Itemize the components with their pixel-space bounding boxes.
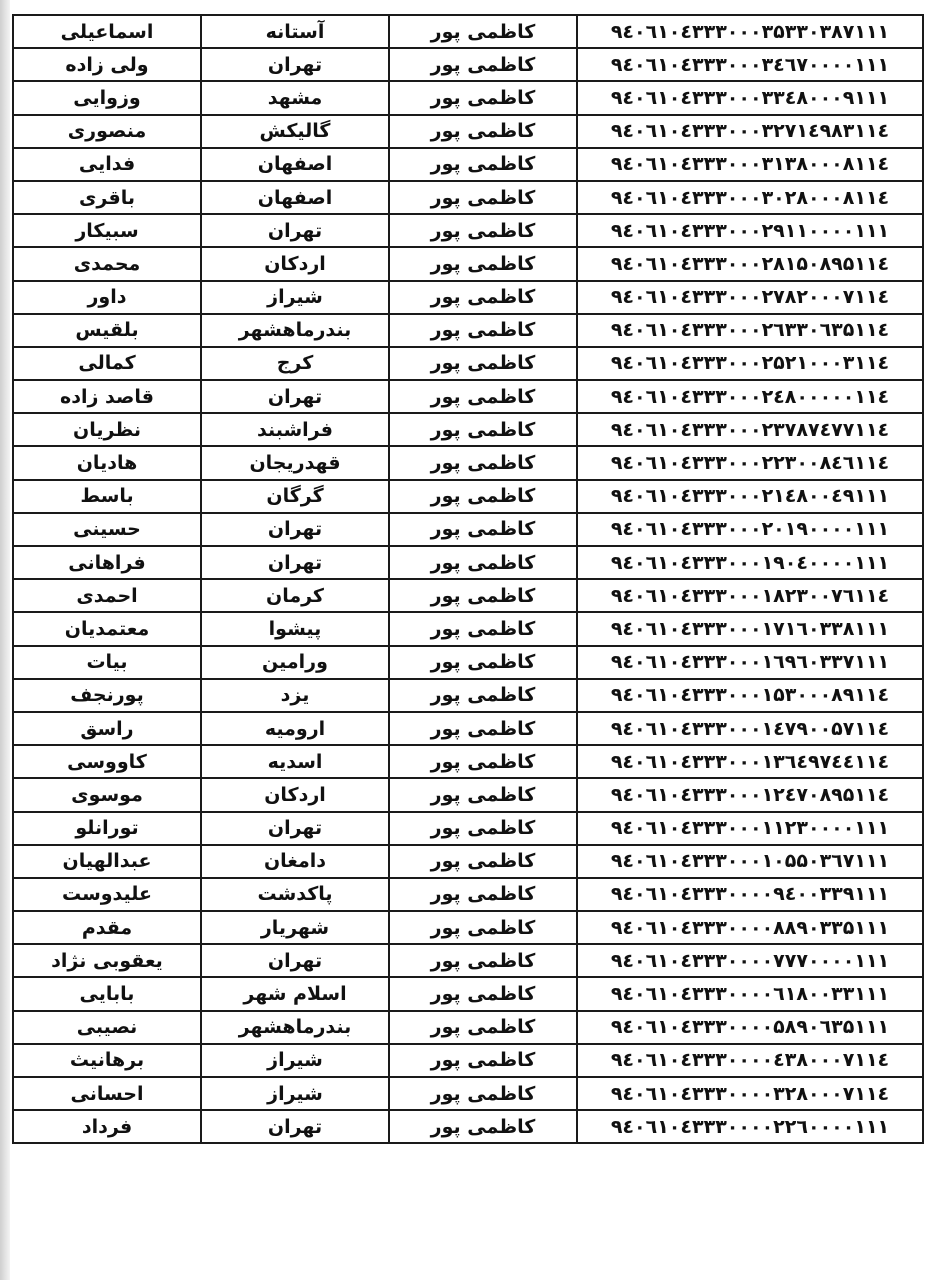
city-cell: پیشوا [201,612,389,645]
surname-cell: فدایی [13,148,201,181]
number-cell: ۹٤۰٦۱۰٤۳۳۳۰۰۰۰٦۱۸۰۰۳۳۱۱۱ [577,977,923,1010]
number-cell: ۹٤۰٦۱۰٤۳۳۳۰۰۰۰۵۸۹۰٦۳۵۱۱۱ [577,1011,923,1044]
city-cell: اسدیه [201,745,389,778]
table-row [13,1044,923,1077]
owner-cell: کاظمی پور [389,281,577,314]
number-cell: ۹٤۰٦۱۰٤۳۳۳۰۰۰۳۵۳۳۰۳۸۷۱۱۱ [577,15,923,48]
city-cell: اردکان [201,778,389,811]
city-cell: گرگان [201,480,389,513]
table-row [13,148,923,181]
city-cell: شیراز [201,1044,389,1077]
city-cell: دامغان [201,845,389,878]
surname-cell: فرداد [13,1110,201,1143]
owner-cell: کاظمی پور [389,48,577,81]
page-edge-shadow [0,0,10,1280]
table-row [13,214,923,247]
city-cell: فراشبند [201,413,389,446]
city-cell: شهریار [201,911,389,944]
city-cell: پاکدشت [201,878,389,911]
owner-cell: کاظمی پور [389,679,577,712]
table-row [13,115,923,148]
number-cell: ۹٤۰٦۱۰٤۳۳۳۰۰۰۱۸۲۳۰۰۷٦۱۱٤ [577,579,923,612]
owner-cell: کاظمی پور [389,878,577,911]
city-cell: تهران [201,48,389,81]
owner-cell: کاظمی پور [389,546,577,579]
surname-cell: نصیبی [13,1011,201,1044]
number-cell: ۹٤۰٦۱۰٤۳۳۳۰۰۰۰۲۲٦۰۰۰۰۱۱۱ [577,1110,923,1143]
number-cell: ۹٤۰٦۱۰٤۳۳۳۰۰۰۰۹٤۰۰۳۳۹۱۱۱ [577,878,923,911]
city-cell: تهران [201,546,389,579]
owner-cell: کاظمی پور [389,81,577,114]
number-cell: ۹٤۰٦۱۰٤۳۳۳۰۰۰۲۷۸۲۰۰۰۷۱۱٤ [577,281,923,314]
number-cell: ۹٤۰٦۱۰٤۳۳۳۰۰۰۲۲۳۰۰۸٤٦۱۱٤ [577,446,923,479]
surname-cell: فراهانی [13,546,201,579]
number-cell: ۹٤۰٦۱۰٤۳۳۳۰۰۰۰۳۲۸۰۰۰۷۱۱٤ [577,1077,923,1110]
owner-cell: کاظمی پور [389,845,577,878]
surname-cell: راسق [13,712,201,745]
surname-cell: احسانی [13,1077,201,1110]
owner-cell: کاظمی پور [389,214,577,247]
table-row [13,579,923,612]
number-cell: ۹٤۰٦۱۰٤۳۳۳۰۰۰۲۹۱۱۰۰۰۰۱۱۱ [577,214,923,247]
owner-cell: کاظمی پور [389,480,577,513]
city-cell: گالیکش [201,115,389,148]
number-cell: ۹٤۰٦۱۰٤۳۳۳۰۰۰۲۳۷۸۷٤۷۷۱۱٤ [577,413,923,446]
owner-cell: کاظمی پور [389,1044,577,1077]
owner-cell: کاظمی پور [389,612,577,645]
surname-cell: قاصد زاده [13,380,201,413]
table-row [13,911,923,944]
number-cell: ۹٤۰٦۱۰٤۳۳۳۰۰۰۲٦۳۳۰٦۳۵۱۱٤ [577,314,923,347]
number-cell: ۹٤۰٦۱۰٤۳۳۳۰۰۰۲۵۲۱۰۰۰۳۱۱٤ [577,347,923,380]
surname-cell: سبیکار [13,214,201,247]
table-row [13,380,923,413]
table-row [13,845,923,878]
number-cell: ۹٤۰٦۱۰٤۳۳۳۰۰۰۲٤۸۰۰۰۰۰۱۱٤ [577,380,923,413]
surname-cell: داور [13,281,201,314]
surname-cell: باسط [13,480,201,513]
number-cell: ۹٤۰٦۱۰٤۳۳۳۰۰۰۳۰۲۸۰۰۰۸۱۱٤ [577,181,923,214]
city-cell: تهران [201,1110,389,1143]
owner-cell: کاظمی پور [389,1011,577,1044]
city-cell: تهران [201,812,389,845]
table-row [13,679,923,712]
table-row [13,181,923,214]
surname-cell: محمدی [13,247,201,280]
surname-cell: کاووسی [13,745,201,778]
number-cell: ۹٤۰٦۱۰٤۳۳۳۰۰۰۱٦۹٦۰۳۳۷۱۱۱ [577,646,923,679]
surname-cell: بلقیس [13,314,201,347]
table-row [13,1077,923,1110]
owner-cell: کاظمی پور [389,646,577,679]
number-cell: ۹٤۰٦۱۰٤۳۳۳۰۰۰۱٤۷۹۰۰۵۷۱۱٤ [577,712,923,745]
number-cell: ۹٤۰٦۱۰٤۳۳۳۰۰۰۰٤۳۸۰۰۰۷۱۱٤ [577,1044,923,1077]
owner-cell: کاظمی پور [389,148,577,181]
table-row [13,15,923,48]
city-cell: ورامین [201,646,389,679]
surname-cell: ولی زاده [13,48,201,81]
owner-cell: کاظمی پور [389,314,577,347]
number-cell: ۹٤۰٦۱۰٤۳۳۳۰۰۰۱۳٦٤۹۷٤٤۱۱٤ [577,745,923,778]
surname-cell: بابایی [13,977,201,1010]
number-cell: ۹٤۰٦۱۰٤۳۳۳۰۰۰۰۸۸۹۰۳۳۵۱۱۱ [577,911,923,944]
surname-cell: نظریان [13,413,201,446]
table-row [13,247,923,280]
city-cell: آستانه [201,15,389,48]
city-cell: تهران [201,513,389,546]
city-cell: کرج [201,347,389,380]
number-cell: ۹٤۰٦۱۰٤۳۳۳۰۰۰۲۸۱۵۰۸۹۵۱۱٤ [577,247,923,280]
number-cell: ۹٤۰٦۱۰٤۳۳۳۰۰۰۱۱۲۳۰۰۰۰۱۱۱ [577,812,923,845]
table-row [13,612,923,645]
city-cell: اسلام شهر [201,977,389,1010]
city-cell: یزد [201,679,389,712]
city-cell: اردکان [201,247,389,280]
owner-cell: کاظمی پور [389,446,577,479]
surname-cell: مقدم [13,911,201,944]
number-cell: ۹٤۰٦۱۰٤۳۳۳۰۰۰۳۱۳۸۰۰۰۸۱۱٤ [577,148,923,181]
owner-cell: کاظمی پور [389,712,577,745]
surname-cell: معتمدیان [13,612,201,645]
table-row [13,944,923,977]
owner-cell: کاظمی پور [389,745,577,778]
table-row [13,878,923,911]
surname-cell: علیدوست [13,878,201,911]
owner-cell: کاظمی پور [389,247,577,280]
surname-cell: تورانلو [13,812,201,845]
city-cell: قهدریجان [201,446,389,479]
surname-cell: احمدی [13,579,201,612]
owner-cell: کاظمی پور [389,977,577,1010]
surname-cell: اسماعیلی [13,15,201,48]
table-row [13,48,923,81]
number-cell: ۹٤۰٦۱۰٤۳۳۳۰۰۰۱۲٤۷۰۸۹۵۱۱٤ [577,778,923,811]
number-cell: ۹٤۰٦۱۰٤۳۳۳۰۰۰۳۲۷۱٤۹۸۳۱۱٤ [577,115,923,148]
owner-cell: کاظمی پور [389,347,577,380]
city-cell: تهران [201,380,389,413]
table-row [13,281,923,314]
owner-cell: کاظمی پور [389,115,577,148]
city-cell: تهران [201,944,389,977]
number-cell: ۹٤۰٦۱۰٤۳۳۳۰۰۰۲۱٤۸۰۰٤۹۱۱۱ [577,480,923,513]
owner-cell: کاظمی پور [389,513,577,546]
number-cell: ۹٤۰٦۱۰٤۳۳۳۰۰۰۱۰۵۵۰۳٦۷۱۱۱ [577,845,923,878]
surname-cell: برهانیث [13,1044,201,1077]
surname-cell: یعقوبی نژاد [13,944,201,977]
table-row [13,446,923,479]
records-table [12,14,924,1144]
number-cell: ۹٤۰٦۱۰٤۳۳۳۰۰۰۰۷۷۷۰۰۰۰۱۱۱ [577,944,923,977]
surname-cell: بیات [13,646,201,679]
owner-cell: کاظمی پور [389,911,577,944]
owner-cell: کاظمی پور [389,1077,577,1110]
table-row [13,745,923,778]
owner-cell: کاظمی پور [389,944,577,977]
city-cell: اصفهان [201,148,389,181]
owner-cell: کاظمی پور [389,413,577,446]
table-row [13,314,923,347]
owner-cell: کاظمی پور [389,812,577,845]
surname-cell: منصوری [13,115,201,148]
table-row [13,812,923,845]
table-row [13,1011,923,1044]
table-row [13,347,923,380]
table-row [13,712,923,745]
owner-cell: کاظمی پور [389,579,577,612]
table-row [13,480,923,513]
table-row [13,778,923,811]
city-cell: بندرماهشهر [201,314,389,347]
city-cell: مشهد [201,81,389,114]
records-table-body [13,15,923,1143]
number-cell: ۹٤۰٦۱۰٤۳۳۳۰۰۰۳۳٤۸۰۰۰۹۱۱۱ [577,81,923,114]
city-cell: کرمان [201,579,389,612]
table-row [13,513,923,546]
owner-cell: کاظمی پور [389,1110,577,1143]
surname-cell: هادیان [13,446,201,479]
owner-cell: کاظمی پور [389,181,577,214]
owner-cell: کاظمی پور [389,380,577,413]
city-cell: ارومیه [201,712,389,745]
number-cell: ۹٤۰٦۱۰٤۳۳۳۰۰۰۳٤٦۷۰۰۰۰۱۱۱ [577,48,923,81]
number-cell: ۹٤۰٦۱۰٤۳۳۳۰۰۰۱۵۳۰۰۰۸۹۱۱٤ [577,679,923,712]
surname-cell: پورنجف [13,679,201,712]
table-row [13,1110,923,1143]
surname-cell: وزوایی [13,81,201,114]
table-row [13,546,923,579]
table-row [13,646,923,679]
city-cell: بندرماهشهر [201,1011,389,1044]
table-row [13,413,923,446]
surname-cell: عبدالهیان [13,845,201,878]
surname-cell: کمالی [13,347,201,380]
city-cell: شیراز [201,1077,389,1110]
owner-cell: کاظمی پور [389,778,577,811]
city-cell: اصفهان [201,181,389,214]
number-cell: ۹٤۰٦۱۰٤۳۳۳۰۰۰۱۷۱٦۰۳۳۸۱۱۱ [577,612,923,645]
number-cell: ۹٤۰٦۱۰٤۳۳۳۰۰۰۱۹۰٤۰۰۰۰۱۱۱ [577,546,923,579]
city-cell: شیراز [201,281,389,314]
surname-cell: حسینی [13,513,201,546]
table-row [13,977,923,1010]
city-cell: تهران [201,214,389,247]
owner-cell: کاظمی پور [389,15,577,48]
surname-cell: باقری [13,181,201,214]
number-cell: ۹٤۰٦۱۰٤۳۳۳۰۰۰۲۰۱۹۰۰۰۰۱۱۱ [577,513,923,546]
surname-cell: موسوی [13,778,201,811]
table-row [13,81,923,114]
